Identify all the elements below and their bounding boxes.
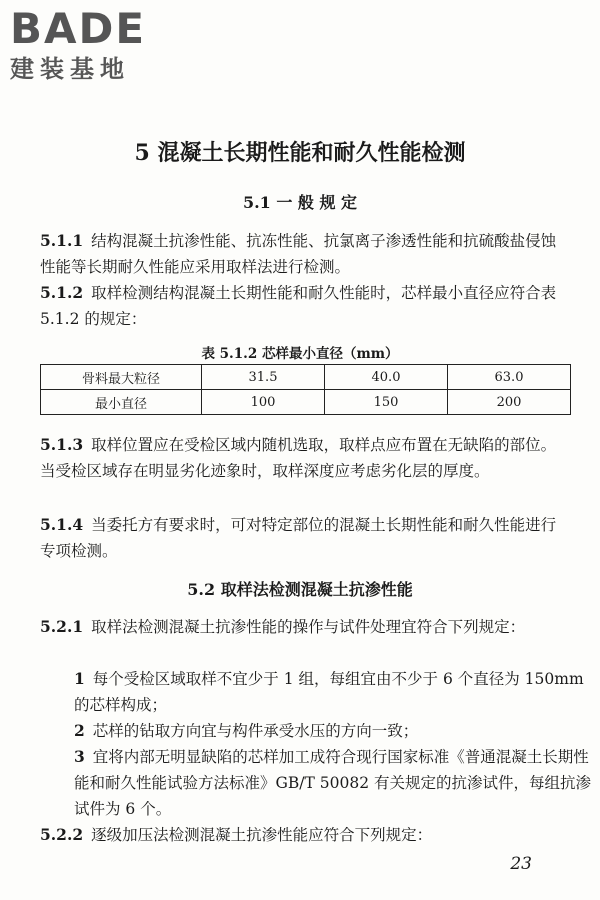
clause-text: 取样法检测混凝土抗渗性能的操作与试件处理宜符合下列规定： [91, 618, 526, 636]
item-number: 1 [74, 669, 85, 688]
clause-text: 当委托方有要求时，可对特定部位的混凝土长期性能和耐久性能进行专项检测。 [40, 516, 557, 560]
item-text: 芯样的钻取方向宜与构件承受水压的方向一致； [92, 722, 419, 740]
clause-5-1-1 [40, 228, 560, 280]
clause-text: 取样检测结构混凝土长期性能和耐久性能时，芯样最小直径应符合表 5.1.2 的规定： [40, 284, 557, 328]
chapter-title: 5 混凝土长期性能和耐久性能检测 [134, 140, 466, 166]
clause-5-1-4 [40, 512, 560, 564]
row-label: 骨料最大粒径 [41, 365, 202, 390]
item-text: 宜将内部无明显缺陷的芯样加工成符合现行国家标准《普通混凝土长期性能和耐久性能试验方法标准》GB/T 50082 有关规定的抗渗试件，每组抗渗试件为 6 个。 [74, 748, 591, 818]
clause-number: 5.1.3 [40, 435, 84, 454]
section-heading-5-2: 5.2 取样法检测混凝土抗渗性能 [187, 580, 413, 599]
table-cell: 150 [325, 390, 448, 415]
table-row [41, 365, 571, 390]
item-text: 每个受检区域取样不宜少于 1 组，每组宜由不少于 6 个直径为 150mm 的芯样构成； [74, 670, 584, 714]
table-cell: 40.0 [325, 365, 448, 390]
list-item [40, 718, 594, 744]
clause-number: 5.1.4 [40, 515, 84, 534]
list-item [40, 666, 594, 718]
clause-text: 结构混凝土抗渗性能、抗冻性能、抗氯离子渗透性能和抗硫酸盐侵蚀性能等长期耐久性能应采用取样法进行检测。 [40, 232, 557, 276]
table-cell: 31.5 [202, 365, 325, 390]
table-cell: 63.0 [448, 365, 571, 390]
row-label: 最小直径 [41, 390, 202, 415]
table-cell: 200 [448, 390, 571, 415]
logo-wordmark: BADE [10, 4, 147, 53]
clause-text: 逐级加压法检测混凝土抗渗性能应符合下列规定： [91, 826, 433, 844]
clause-number: 5.1.1 [40, 231, 84, 250]
item-number: 2 [74, 721, 85, 740]
page-number: 23 [510, 854, 532, 874]
clause-number: 5.1.2 [40, 283, 84, 302]
table-row [41, 390, 571, 415]
clause-text: 取样位置应在受检区域内随机选取，取样点应布置在无缺陷的部位。当受检区域存在明显劣化迹象时，取样深度应考虑劣化层的厚度。 [40, 436, 557, 480]
core-diameter-table [40, 364, 571, 415]
list-item [40, 744, 594, 822]
section-heading-5-1: 5.1 一 般 规 定 [242, 193, 358, 212]
clause-5-1-2 [40, 280, 560, 332]
logo [10, 6, 146, 84]
table-caption: 表 5.1.2 芯样最小直径（mm） [201, 346, 399, 362]
clause-5-1-3 [40, 432, 560, 484]
clause-5-2-2 [40, 822, 560, 848]
clause-5-2-1 [40, 614, 560, 640]
clause-number: 5.2.2 [40, 825, 84, 844]
logo-subtitle: 建装基地 [10, 55, 130, 83]
item-number: 3 [74, 747, 85, 766]
table-cell: 100 [202, 390, 325, 415]
clause-number: 5.2.1 [40, 617, 84, 636]
